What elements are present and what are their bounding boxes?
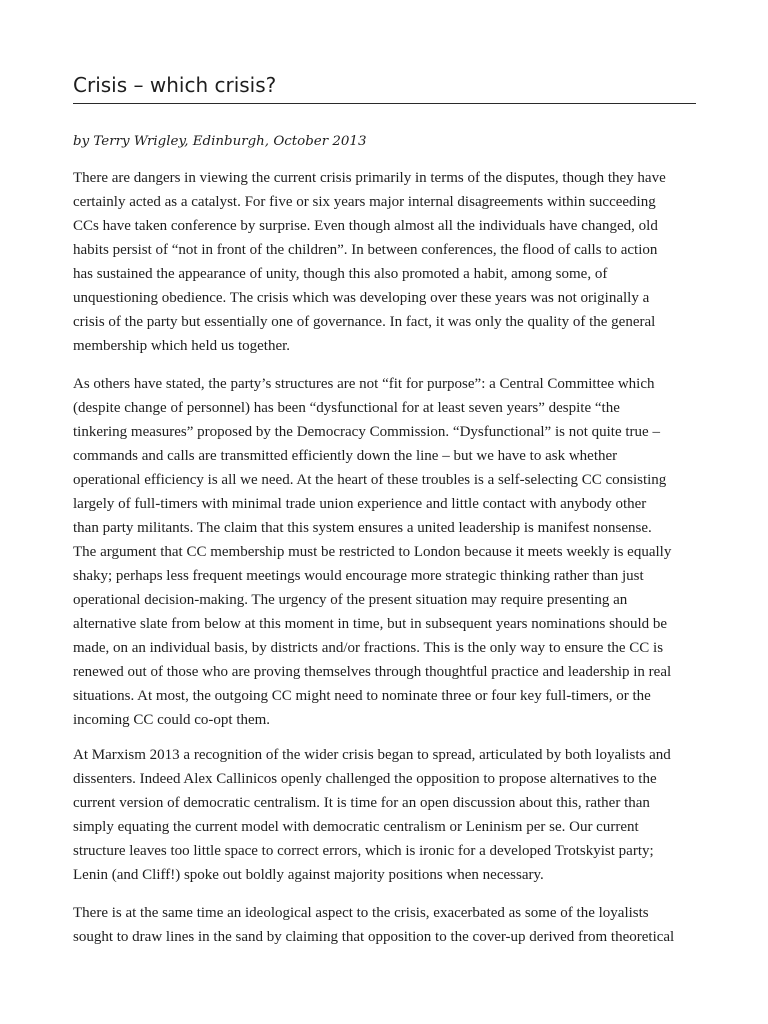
paragraph-line: current version of democratic centralism. It is time for an open discussion about this, rather than (73, 795, 650, 811)
paragraph-4 (73, 901, 713, 949)
paragraph-line: incoming CC could co-opt them. (73, 712, 271, 728)
paragraph-line: habits persist of “not in front of the children”. In between conferences, the flood of calls to action (73, 242, 658, 258)
paragraph-line: structure leaves too little space to correct errors, which is ironic for a developed Trotskyist party; (73, 843, 654, 859)
paragraph-line: As others have stated, the party’s structures are not “fit for purpose”: a Central Committee which (73, 376, 655, 392)
article-title: Crisis – which crisis? (73, 73, 277, 97)
paragraph-line: simply equating the current model with democratic centralism or Leninism per se. Our current (73, 819, 639, 835)
paragraph-1 (73, 166, 713, 358)
title-divider (73, 103, 696, 104)
paragraph-line: sought to draw lines in the sand by claiming that opposition to the cover-up derived from theoretical (73, 929, 675, 945)
paragraph-line: certainly acted as a catalyst. For five or six years major internal disagreements within succeeding (73, 194, 656, 210)
paragraph-line: tinkering measures” proposed by the Democracy Commission. “Dysfunctional” is not quite true – (73, 424, 660, 440)
paragraph-line: largely of full-timers with minimal trade union experience and little contact with anybody other (73, 496, 647, 512)
paragraph-line: crisis of the party but essentially one of governance. In fact, it was only the quality of the general (73, 314, 656, 330)
paragraph-line: renewed out of those who are proving themselves through thoughtful practice and leadership in real (73, 664, 672, 680)
paragraph-line: shaky; perhaps less frequent meetings would encourage more strategic thinking rather than just (73, 568, 644, 584)
paragraph-line: At Marxism 2013 a recognition of the wider crisis began to spread, articulated by both loyalists and (73, 747, 671, 763)
paragraph-line: Lenin (and Cliff!) spoke out boldly against majority positions when necessary. (73, 867, 544, 883)
paragraph-line: (despite change of personnel) has been “dysfunctional for at least seven years” despite “the (73, 400, 620, 416)
paragraph-line: has sustained the appearance of unity, though this also promoted a habit, among some, of (73, 266, 608, 282)
paragraph-line: There is at the same time an ideological aspect to the crisis, exacerbated as some of the loyalists (73, 905, 649, 921)
paragraph-3 (73, 743, 713, 887)
article-byline: by Terry Wrigley, Edinburgh, October 2013 (73, 134, 367, 149)
paragraph-line: unquestioning obedience. The crisis which was developing over these years was not originally a (73, 290, 650, 306)
paragraph-2 (73, 372, 713, 732)
paragraph-line: membership which held us together. (73, 338, 291, 354)
paragraph-line: commands and calls are transmitted efficiently down the line – but we have to ask whether (73, 448, 618, 464)
paragraph-line: situations. At most, the outgoing CC might need to nominate three or four key full-timers, or the (73, 688, 651, 704)
paragraph-line: There are dangers in viewing the current crisis primarily in terms of the disputes, though they have (73, 170, 666, 186)
paragraph-line: CCs have taken conference by surprise. Even though almost all the individuals have changed, old (73, 218, 658, 234)
paragraph-line: operational efficiency is all we need. At the heart of these troubles is a self-selecting CC consisting (73, 472, 667, 488)
paragraph-line: than party militants. The claim that this system ensures a united leadership is manifest nonsense. (73, 520, 652, 536)
paragraph-line: The argument that CC membership must be restricted to London because it meets weekly is equally (73, 544, 672, 560)
paragraph-line: dissenters. Indeed Alex Callinicos openly challenged the opposition to propose alternatives to the (73, 771, 657, 787)
paragraph-line: made, on an individual basis, by districts and/or fractions. This is the only way to ensure the CC is (73, 640, 664, 656)
paragraph-line: operational decision-making. The urgency of the present situation may require presenting an (73, 592, 628, 608)
paragraph-line: alternative slate from below at this moment in time, but in subsequent years nominations should be (73, 616, 668, 632)
